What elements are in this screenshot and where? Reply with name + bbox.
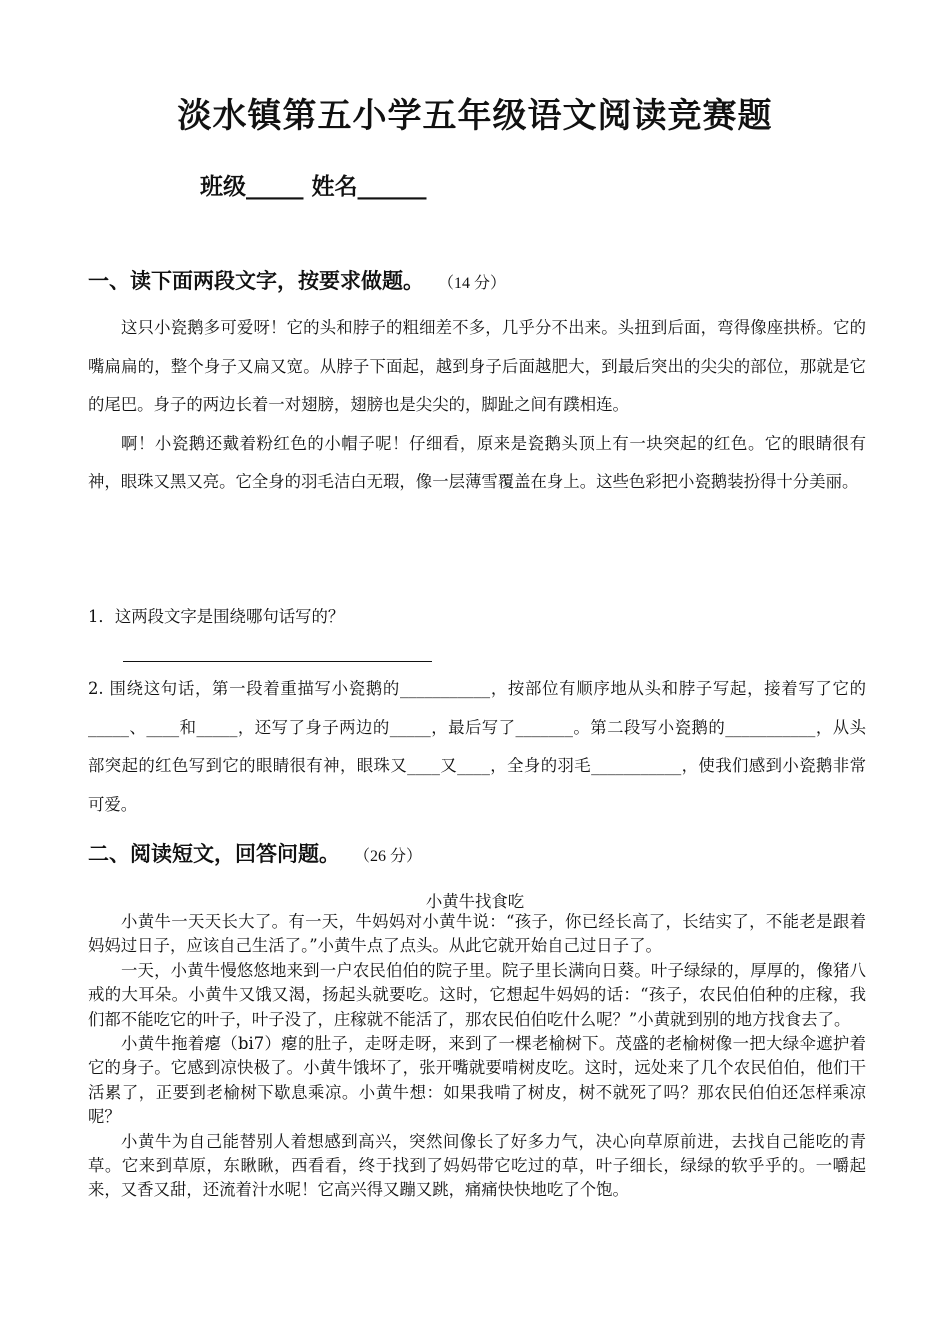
story-paragraph: 小黄牛一天天长大了。有一天，牛妈妈对小黄牛说：“孩子，你已经长高了，长结实了，不能老是跟着妈妈过日子，应该自己生活了。”小黄牛点了点头。从此它就开始自己过日子了。 (88, 912, 866, 956)
story-title: 小黄牛找食吃 (425, 892, 525, 911)
section1-heading-text: 一、读下面两段文字，按要求做题。 (88, 269, 424, 293)
story-paragraph: 一天，小黄牛慢悠悠地来到一户农民伯伯的院子里。院子里长满向日葵。叶子绿绿的，厚厚的，像猪八戒的大耳朵。小黄牛又饿又渴，扬起头就要吃。这时，它想起牛妈妈的话：“孩子，农民伯伯种的庄稼，我们都不能吃它的叶子，叶子没了，庄稼就不能活了，那农民伯伯吃什么呢？”小黄就到别的地方找食去了。 (88, 960, 866, 1029)
story-paragraph: 小黄牛拖着瘪（bi7）瘪的肚子，走呀走呀，来到了一棵老榆树下。茂盛的老榆树像一把大绿伞遮护着它的身子。它感到凉快极了。小黄牛饿坏了，张开嘴就要啃树皮吃。这时，远处来了几个农民伯伯，他们干活累了，正要到老榆树下歇息乘凉。小黄牛想：如果我啃了树皮，树不就死了吗？那农民伯伯还怎样乘凉呢？ (88, 1034, 866, 1127)
section2-heading (88, 838, 422, 868)
section2-heading-text: 二、阅读短文，回答问题。 (88, 842, 340, 866)
section2-score: （26 分） (362, 848, 423, 865)
story-paragraph: 小黄牛为自己能替别人着想感到高兴，突然间像长了好多力气，决心向草原前进，去找自己能吃的青草。它来到草原，东瞅瞅，西看看，终于找到了妈妈带它吃过的草，叶子细长，绿绿的软乎乎的。一嚼起来，又香又甜，还流着汁水呢！它高兴得又蹦又跳，痛痛快快地吃了个饱。 (88, 1131, 866, 1200)
page-title: 淡水镇第五小学五年级语文阅读竞赛题 (177, 96, 773, 136)
passage-paragraph: 这只小瓷鹅多可爱呀！它的头和脖子的粗细差不多，几乎分不出来。头扭到后面，弯得像座拱桥。它的嘴扁扁的，整个身子又扁又宽。从脖子下面起，越到身子后面越肥大，到最后突出的尖尖的部位，那就是它的尾巴。身子的两边长着一对翅膀，翅膀也是尖尖的，脚趾之间有蹼相连。 (88, 318, 866, 414)
section1-passage (88, 309, 866, 502)
answer-blank-line[interactable] (123, 661, 432, 662)
question-2: 2. 围绕这句话，第一段着重描写小瓷鹅的___________，按部位有顺序地从头和脖子写起，接着写了它的_____、____和_____，还写了身子两边的_____，最后写了_______。第二段写小瓷鹅的___________，从头部突起的红色写到它的眼睛很有神，眼珠又____又____，全身的羽毛___________，使我们感到小瓷鹅非常可爱。 (88, 679, 866, 814)
section1-score: （14 分） (446, 275, 507, 292)
story-text (88, 910, 866, 1203)
question-1: 1．这两段文字是围绕哪句话写的？ (88, 607, 345, 626)
passage-paragraph: 啊！小瓷鹅还戴着粉红色的小帽子呢！仔细看，原来是瓷鹅头顶上有一块突起的红色。它的眼睛很有神，眼珠又黑又亮。它全身的羽毛洁白无瑕，像一层薄雪覆盖在身上。这些色彩把小瓷鹅装扮得十分美丽。 (88, 433, 866, 491)
section1-heading (88, 265, 506, 295)
class-name-line: 班级_____ 姓名______ (200, 174, 427, 200)
